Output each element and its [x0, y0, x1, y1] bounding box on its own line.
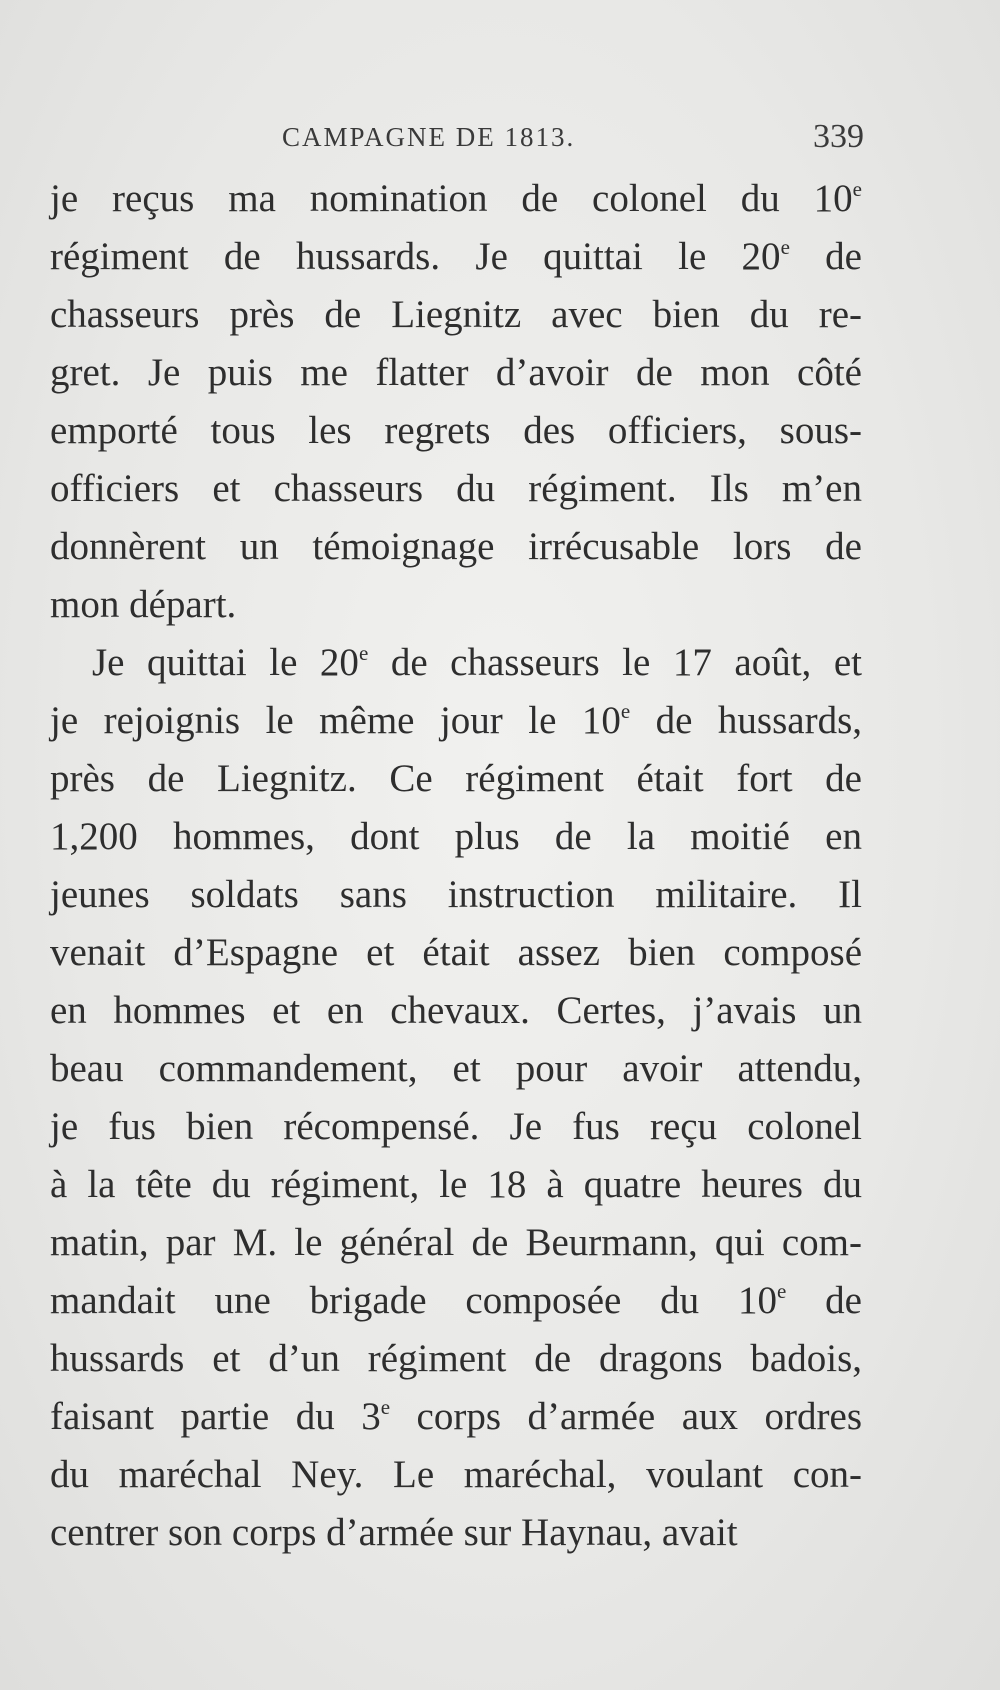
ordinal-superscript: e — [852, 177, 862, 201]
text-line — [50, 518, 862, 576]
text-line — [50, 460, 862, 518]
running-title: CAMPAGNE DE 1813. — [282, 122, 576, 152]
line-text: près de Liegnitz. Ce régiment était fort de — [50, 757, 862, 800]
text-line — [50, 402, 862, 460]
line-text-continuation: de chasseurs le 17 août, et — [368, 641, 862, 684]
line-text: emporté tous les regrets des officiers, sous- — [50, 409, 862, 452]
line-text: beau commandement, et pour avoir attendu, — [50, 1047, 862, 1090]
text-line — [50, 634, 862, 692]
line-text: hussards et d’un régiment de dragons badois, — [50, 1337, 862, 1380]
line-text: jeunes soldats sans instruction militaire. Il — [50, 873, 862, 916]
line-text: régiment de hussards. Je quittai le 20 — [50, 235, 781, 278]
text-line — [50, 924, 862, 982]
line-text: donnèrent un témoignage irrécusable lors de — [50, 525, 862, 568]
line-text: je fus bien récompensé. Je fus reçu colonel — [50, 1105, 862, 1148]
ordinal-superscript: e — [777, 1279, 787, 1303]
ordinal-superscript: e — [358, 641, 369, 665]
text-line — [50, 1504, 862, 1562]
text-line — [50, 344, 862, 402]
text-line — [50, 1156, 862, 1214]
paragraph — [50, 170, 862, 634]
text-line — [50, 1272, 862, 1330]
text-line — [50, 982, 862, 1040]
text-line — [50, 1098, 862, 1156]
line-text: je reçus ma nomination de colonel du 10 — [50, 177, 853, 220]
text-line — [50, 170, 862, 228]
text-line — [50, 1446, 862, 1504]
line-text: centrer son corps d’armée sur Haynau, avait — [50, 1511, 738, 1554]
text-line — [50, 866, 862, 924]
text-line — [50, 228, 862, 286]
ordinal-superscript: e — [620, 699, 631, 723]
line-text: Je quittai le 20 — [92, 641, 359, 684]
line-text-continuation: de — [786, 1279, 862, 1322]
running-header — [50, 118, 864, 158]
line-text: en hommes et en chevaux. Certes, j’avais un — [50, 989, 862, 1032]
text-line — [50, 692, 862, 750]
text-line — [50, 808, 862, 866]
line-text: je rejoignis le même jour le 10 — [50, 699, 621, 742]
body-text — [50, 170, 862, 1562]
line-text: faisant partie du 3 — [50, 1395, 381, 1438]
line-text: 1,200 hommes, dont plus de la moitié en — [50, 815, 862, 858]
text-line — [50, 1040, 862, 1098]
line-text: du maréchal Ney. Le maréchal, voulant con- — [50, 1453, 862, 1496]
text-line — [50, 1214, 862, 1272]
line-text-continuation: de — [789, 235, 862, 278]
paragraph — [50, 634, 862, 1562]
line-text: mon départ. — [50, 583, 237, 626]
text-line — [50, 286, 862, 344]
text-line — [50, 576, 862, 634]
line-text: matin, par M. le général de Beurmann, qui com- — [50, 1221, 862, 1264]
line-text: chasseurs près de Liegnitz avec bien du re- — [50, 293, 862, 336]
line-text: à la tête du régiment, le 18 à quatre heures du — [50, 1163, 862, 1206]
line-text: venait d’Espagne et était assez bien composé — [50, 931, 862, 974]
text-line — [50, 1388, 862, 1446]
text-line — [50, 1330, 862, 1388]
line-text-continuation: de hussards, — [630, 699, 862, 742]
text-line — [50, 750, 862, 808]
line-text: officiers et chasseurs du régiment. Ils m’en — [50, 467, 862, 510]
ordinal-superscript: e — [780, 235, 790, 259]
line-text: mandait une brigade composée du 10 — [50, 1279, 778, 1322]
line-text: gret. Je puis me flatter d’avoir de mon côté — [50, 351, 862, 394]
page-number: 339 — [813, 118, 864, 155]
ordinal-superscript: e — [380, 1395, 391, 1419]
line-text-continuation: corps d’armée aux ordres — [390, 1395, 862, 1438]
